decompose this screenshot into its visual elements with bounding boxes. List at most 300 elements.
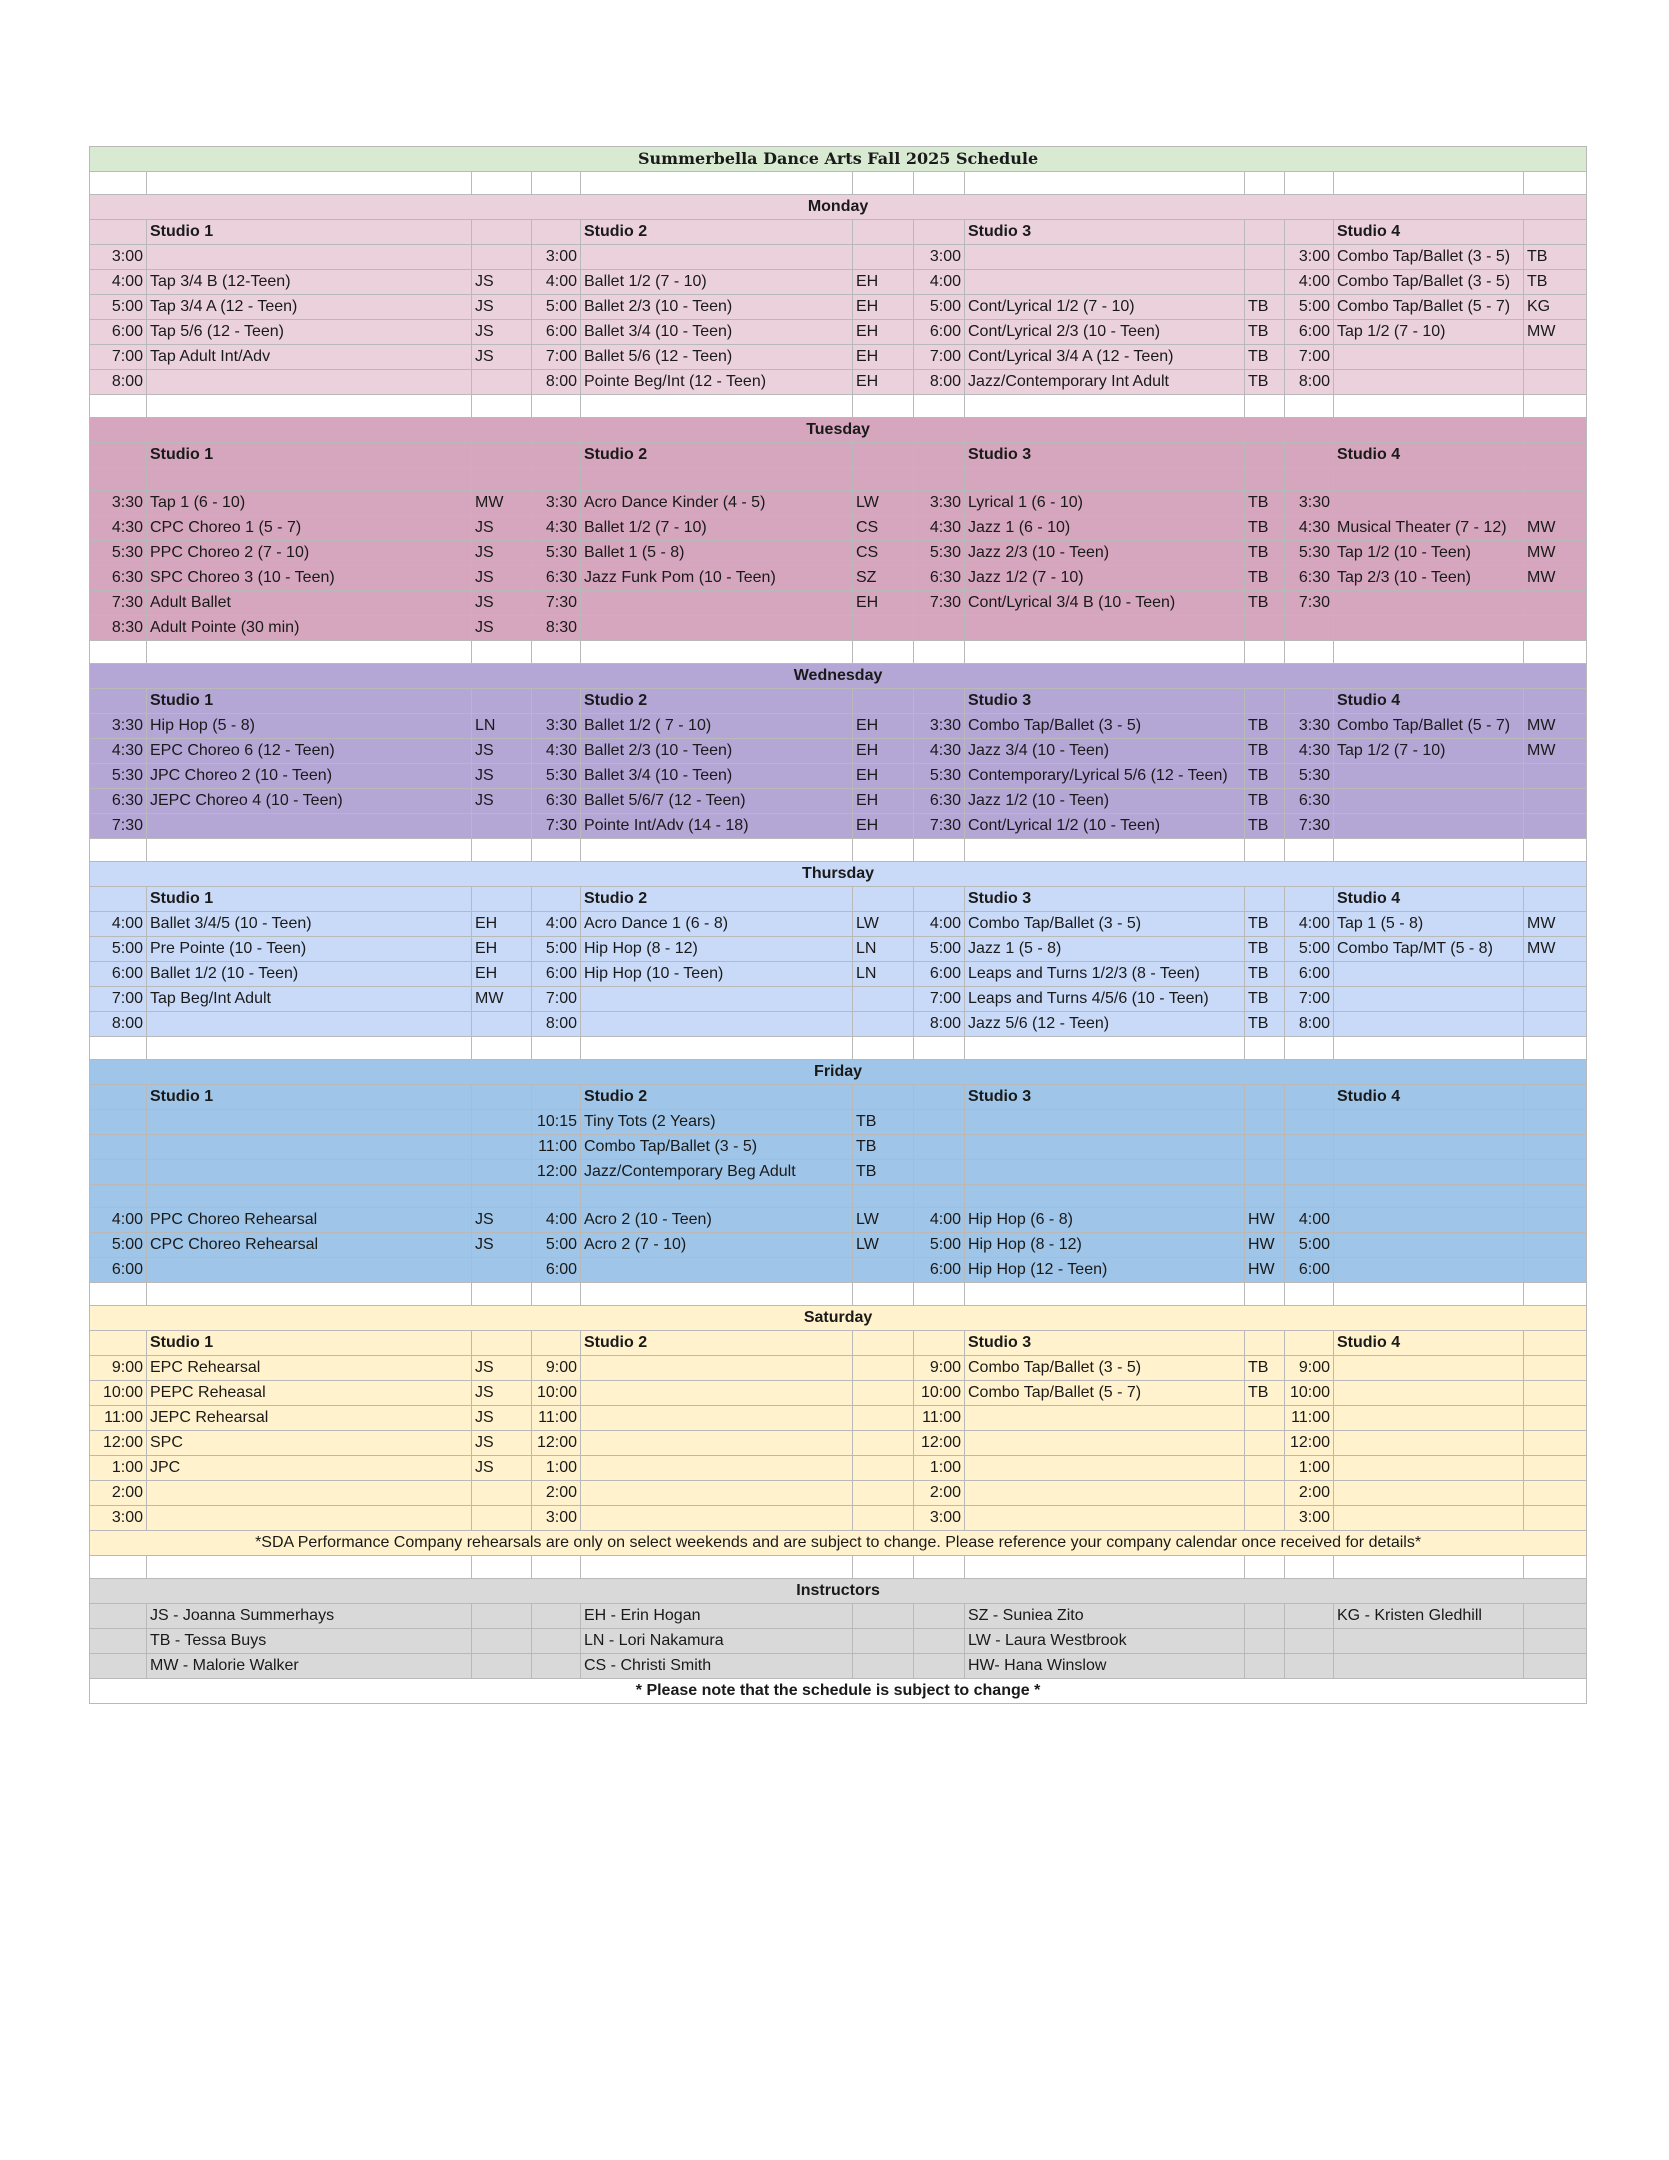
empty-cell xyxy=(532,1556,581,1579)
class-cell xyxy=(1334,962,1524,987)
empty-cell xyxy=(914,1085,965,1110)
instructor-cell xyxy=(1245,1406,1285,1431)
empty-cell xyxy=(532,220,581,245)
class-cell xyxy=(1334,1012,1524,1037)
class-cell: Tap 3/4 A (12 - Teen) xyxy=(147,295,472,320)
spacer-row xyxy=(90,1556,1587,1579)
time-cell: 2:00 xyxy=(914,1481,965,1506)
time-cell: 3:00 xyxy=(1285,245,1334,270)
empty-cell xyxy=(914,172,965,195)
class-cell: Tap 1 (5 - 8) xyxy=(1334,912,1524,937)
time-cell: 4:30 xyxy=(90,739,147,764)
studio-header: Studio 4 xyxy=(1334,1331,1524,1356)
empty-cell xyxy=(90,1283,147,1306)
empty-cell xyxy=(853,1283,914,1306)
time-cell: 4:00 xyxy=(90,270,147,295)
class-cell: Hip Hop (6 - 8) xyxy=(965,1208,1245,1233)
time-cell: 2:00 xyxy=(90,1481,147,1506)
class-cell xyxy=(147,1160,472,1185)
class-cell: Combo Tap/Ballet (3 - 5) xyxy=(581,1135,853,1160)
empty-cell xyxy=(472,220,532,245)
instructor-cell xyxy=(853,616,914,641)
empty-cell xyxy=(1285,1629,1334,1654)
time-cell: 6:30 xyxy=(90,789,147,814)
instructor-cell xyxy=(1245,245,1285,270)
time-cell: 6:30 xyxy=(914,789,965,814)
time-cell: 8:30 xyxy=(532,616,581,641)
class-cell xyxy=(1334,591,1524,616)
schedule-row xyxy=(90,616,1587,641)
time-cell: 12:00 xyxy=(1285,1431,1334,1456)
instructor-cell xyxy=(1524,814,1587,839)
instructor-cell xyxy=(1524,1160,1587,1185)
empty-cell xyxy=(1285,641,1334,664)
empty-cell xyxy=(472,443,532,468)
class-cell: Hip Hop (10 - Teen) xyxy=(581,962,853,987)
instructor-cell: HW xyxy=(1245,1208,1285,1233)
instructor-name: LN - Lori Nakamura xyxy=(581,1629,853,1654)
empty-cell xyxy=(853,1556,914,1579)
class-cell xyxy=(1334,616,1524,641)
studio-header: Studio 2 xyxy=(581,1085,853,1110)
schedule-row xyxy=(90,1233,1587,1258)
spacer-row xyxy=(90,395,1587,418)
instructor-cell: MW xyxy=(472,987,532,1012)
studio-header: Studio 3 xyxy=(965,1331,1245,1356)
time-cell: 1:00 xyxy=(1285,1456,1334,1481)
schedule-row xyxy=(90,912,1587,937)
studio-header: Studio 1 xyxy=(147,887,472,912)
schedule-row xyxy=(90,566,1587,591)
class-cell xyxy=(965,616,1245,641)
instructor-cell xyxy=(1524,1135,1587,1160)
schedule-row xyxy=(90,245,1587,270)
class-cell: Contemporary/Lyrical 5/6 (12 - Teen) xyxy=(965,764,1245,789)
class-cell: Combo Tap/Ballet (5 - 7) xyxy=(1334,295,1524,320)
empty-cell xyxy=(90,839,147,862)
day-heading-saturday: Saturday xyxy=(90,1306,1587,1331)
class-cell: Ballet 3/4 (10 - Teen) xyxy=(581,764,853,789)
schedule-row xyxy=(90,739,1587,764)
empty-cell xyxy=(472,1037,532,1060)
studio-header: Studio 1 xyxy=(147,443,472,468)
class-cell: Ballet 1/2 (7 - 10) xyxy=(581,516,853,541)
class-cell: Leaps and Turns 1/2/3 (8 - Teen) xyxy=(965,962,1245,987)
class-cell xyxy=(147,370,472,395)
empty-cell xyxy=(1285,1604,1334,1629)
time-cell: 3:30 xyxy=(90,714,147,739)
empty-cell xyxy=(90,395,147,418)
class-cell: Tap 5/6 (12 - Teen) xyxy=(147,320,472,345)
time-cell xyxy=(90,1135,147,1160)
class-cell: Tap Beg/Int Adult xyxy=(147,987,472,1012)
day-header-row xyxy=(90,195,1587,220)
class-cell: Pointe Beg/Int (12 - Teen) xyxy=(581,370,853,395)
instructor-cell xyxy=(472,468,532,491)
schedule-row xyxy=(90,1135,1587,1160)
empty-cell xyxy=(472,689,532,714)
class-cell: EPC Choreo 6 (12 - Teen) xyxy=(147,739,472,764)
class-cell xyxy=(581,245,853,270)
time-cell: 7:30 xyxy=(532,814,581,839)
class-cell xyxy=(965,1185,1245,1208)
instructor-cell xyxy=(1524,1233,1587,1258)
instructor-name: JS - Joanna Summerhays xyxy=(147,1604,472,1629)
instructor-cell: MW xyxy=(1524,912,1587,937)
instructor-cell: JS xyxy=(472,270,532,295)
instructor-cell: KG xyxy=(1524,295,1587,320)
empty-cell xyxy=(1524,689,1587,714)
instructor-cell xyxy=(472,1012,532,1037)
empty-cell xyxy=(853,887,914,912)
time-cell: 8:30 xyxy=(90,616,147,641)
day-header-row xyxy=(90,664,1587,689)
empty-cell xyxy=(90,172,147,195)
time-cell: 3:30 xyxy=(90,491,147,516)
class-cell xyxy=(147,1185,472,1208)
time-cell: 9:00 xyxy=(914,1356,965,1381)
studio-header: Studio 3 xyxy=(965,887,1245,912)
schedule-row xyxy=(90,1185,1587,1208)
empty-cell xyxy=(853,1654,914,1679)
instructor-cell: TB xyxy=(1245,370,1285,395)
empty-cell xyxy=(1334,395,1524,418)
note-row xyxy=(90,1531,1587,1556)
class-cell xyxy=(147,245,472,270)
instructor-cell: JS xyxy=(472,295,532,320)
class-cell xyxy=(147,1110,472,1135)
schedule-row xyxy=(90,1110,1587,1135)
empty-cell xyxy=(472,1085,532,1110)
instructor-cell: TB xyxy=(1245,739,1285,764)
empty-cell xyxy=(1334,172,1524,195)
empty-cell xyxy=(147,1283,472,1306)
class-cell xyxy=(965,468,1245,491)
instructor-cell: JS xyxy=(472,1381,532,1406)
class-cell: Combo Tap/Ballet (5 - 7) xyxy=(965,1381,1245,1406)
time-cell: 7:00 xyxy=(90,345,147,370)
empty-cell xyxy=(1524,1037,1587,1060)
time-cell: 11:00 xyxy=(90,1406,147,1431)
empty-cell xyxy=(914,641,965,664)
class-cell xyxy=(147,1481,472,1506)
instructor-cell: EH xyxy=(853,345,914,370)
instructor-cell: JS xyxy=(472,516,532,541)
studio-header: Studio 4 xyxy=(1334,689,1524,714)
class-cell xyxy=(581,1185,853,1208)
class-cell: Cont/Lyrical 3/4 B (10 - Teen) xyxy=(965,591,1245,616)
time-cell: 8:00 xyxy=(914,370,965,395)
instructor-cell: JS xyxy=(472,1356,532,1381)
instructor-name: SZ - Suniea Zito xyxy=(965,1604,1245,1629)
instructor-cell xyxy=(1524,1431,1587,1456)
class-cell: Ballet 1/2 (7 - 10) xyxy=(581,270,853,295)
instructor-cell: JS xyxy=(472,1233,532,1258)
time-cell: 7:00 xyxy=(914,987,965,1012)
time-cell: 5:30 xyxy=(532,764,581,789)
time-cell: 4:00 xyxy=(532,270,581,295)
studio-header-row xyxy=(90,689,1587,714)
class-cell xyxy=(147,1506,472,1531)
time-cell: 4:30 xyxy=(914,739,965,764)
instructor-cell: TB xyxy=(1245,591,1285,616)
instructor-cell: CS xyxy=(853,516,914,541)
instructor-cell xyxy=(472,1110,532,1135)
empty-cell xyxy=(1285,839,1334,862)
time-cell: 6:30 xyxy=(1285,566,1334,591)
instructor-cell: TB xyxy=(1245,491,1285,516)
instructor-cell: JS xyxy=(472,616,532,641)
time-cell: 5:30 xyxy=(90,764,147,789)
time-cell: 4:00 xyxy=(914,912,965,937)
class-cell: Adult Pointe (30 min) xyxy=(147,616,472,641)
instructor-cell: TB xyxy=(1245,912,1285,937)
instructor-cell: TB xyxy=(1245,566,1285,591)
time-cell xyxy=(90,468,147,491)
class-cell xyxy=(581,468,853,491)
empty-cell xyxy=(853,1085,914,1110)
empty-cell xyxy=(581,641,853,664)
instructor-cell: SZ xyxy=(853,566,914,591)
class-cell: Combo Tap/Ballet (3 - 5) xyxy=(965,912,1245,937)
instructor-cell xyxy=(1524,1381,1587,1406)
empty-cell xyxy=(914,887,965,912)
empty-cell xyxy=(914,1654,965,1679)
instructor-cell: EH xyxy=(853,789,914,814)
empty-cell xyxy=(1524,1629,1587,1654)
empty-cell xyxy=(532,641,581,664)
instructor-cell: LW xyxy=(853,1233,914,1258)
empty-cell xyxy=(1245,1654,1285,1679)
time-cell: 4:30 xyxy=(532,739,581,764)
empty-cell xyxy=(532,1331,581,1356)
class-cell: Ballet 3/4 (10 - Teen) xyxy=(581,320,853,345)
class-cell: Jazz/Contemporary Beg Adult xyxy=(581,1160,853,1185)
time-cell: 3:00 xyxy=(914,245,965,270)
instructor-cell: JS xyxy=(472,1406,532,1431)
empty-cell xyxy=(472,1283,532,1306)
instructor-cell: JS xyxy=(472,345,532,370)
empty-cell xyxy=(1285,887,1334,912)
instructor-cell: TB xyxy=(1245,1356,1285,1381)
instructor-cell: EH xyxy=(472,912,532,937)
class-cell: Lyrical 1 (6 - 10) xyxy=(965,491,1245,516)
time-cell: 3:00 xyxy=(914,1506,965,1531)
studio-header-row xyxy=(90,1085,1587,1110)
class-cell xyxy=(581,1481,853,1506)
time-cell xyxy=(914,1160,965,1185)
time-cell: 7:00 xyxy=(90,987,147,1012)
time-cell: 7:30 xyxy=(914,814,965,839)
empty-cell xyxy=(1334,839,1524,862)
class-cell xyxy=(581,1258,853,1283)
class-cell: Cont/Lyrical 1/2 (10 - Teen) xyxy=(965,814,1245,839)
instructor-cell: MW xyxy=(1524,541,1587,566)
time-cell: 4:30 xyxy=(914,516,965,541)
time-cell: 7:00 xyxy=(914,345,965,370)
instructor-cell: EH xyxy=(853,814,914,839)
studio-header: Studio 2 xyxy=(581,689,853,714)
time-cell: 6:00 xyxy=(532,1258,581,1283)
class-cell: Combo Tap/Ballet (3 - 5) xyxy=(1334,270,1524,295)
schedule-row xyxy=(90,764,1587,789)
class-cell: Cont/Lyrical 3/4 A (12 - Teen) xyxy=(965,345,1245,370)
class-cell xyxy=(581,1506,853,1531)
time-cell: 6:00 xyxy=(532,962,581,987)
class-cell xyxy=(1334,1356,1524,1381)
class-cell xyxy=(1334,1110,1524,1135)
instructor-cell: EH xyxy=(853,764,914,789)
empty-cell xyxy=(1285,1654,1334,1679)
instructor-cell: JS xyxy=(472,320,532,345)
empty-cell xyxy=(1245,395,1285,418)
studio-header: Studio 2 xyxy=(581,220,853,245)
class-cell: Ballet 2/3 (10 - Teen) xyxy=(581,295,853,320)
time-cell: 5:00 xyxy=(1285,295,1334,320)
empty-cell xyxy=(581,1556,853,1579)
empty-cell xyxy=(90,1085,147,1110)
day-heading-tuesday: Tuesday xyxy=(90,418,1587,443)
time-cell: 6:30 xyxy=(532,789,581,814)
schedule-sheet xyxy=(89,146,1586,1704)
instructor-cell: TB xyxy=(1245,516,1285,541)
empty-cell xyxy=(90,1629,147,1654)
page-title: Summerbella Dance Arts Fall 2025 Schedule xyxy=(90,147,1587,172)
empty-cell xyxy=(1285,1556,1334,1579)
schedule-row xyxy=(90,1160,1587,1185)
schedule-row xyxy=(90,1456,1587,1481)
instructor-cell xyxy=(1524,1456,1587,1481)
class-cell: SPC Choreo 3 (10 - Teen) xyxy=(147,566,472,591)
time-cell: 7:30 xyxy=(90,591,147,616)
instructor-cell: TB xyxy=(1245,789,1285,814)
class-cell xyxy=(1334,1406,1524,1431)
empty-cell xyxy=(90,1556,147,1579)
class-cell xyxy=(1334,370,1524,395)
instructor-cell xyxy=(1524,1110,1587,1135)
class-cell: JPC xyxy=(147,1456,472,1481)
time-cell: 10:00 xyxy=(90,1381,147,1406)
instructor-cell xyxy=(1245,1456,1285,1481)
instructor-cell xyxy=(1524,468,1587,491)
class-cell: Tap 1 (6 - 10) xyxy=(147,491,472,516)
empty-cell xyxy=(914,1331,965,1356)
time-cell: 8:00 xyxy=(1285,370,1334,395)
class-cell xyxy=(1334,764,1524,789)
class-cell: EPC Rehearsal xyxy=(147,1356,472,1381)
empty-cell xyxy=(1285,220,1334,245)
schedule-row xyxy=(90,987,1587,1012)
class-cell: Acro 2 (10 - Teen) xyxy=(581,1208,853,1233)
empty-cell xyxy=(1524,443,1587,468)
instructor-cell: LN xyxy=(472,714,532,739)
time-cell xyxy=(914,1110,965,1135)
instructor-cell: TB xyxy=(1245,320,1285,345)
time-cell: 4:00 xyxy=(1285,270,1334,295)
empty-cell xyxy=(1245,1283,1285,1306)
class-cell xyxy=(965,245,1245,270)
schedule-row xyxy=(90,1506,1587,1531)
schedule-row xyxy=(90,1356,1587,1381)
instructors-header-row xyxy=(90,1579,1587,1604)
empty-cell xyxy=(472,1556,532,1579)
class-cell: Musical Theater (7 - 12) xyxy=(1334,516,1524,541)
empty-cell xyxy=(1524,887,1587,912)
instructor-cell xyxy=(1524,370,1587,395)
empty-cell xyxy=(90,641,147,664)
schedule-row xyxy=(90,1481,1587,1506)
empty-cell xyxy=(532,1629,581,1654)
studio-header: Studio 4 xyxy=(1334,887,1524,912)
instructor-row xyxy=(90,1629,1587,1654)
studio-header: Studio 2 xyxy=(581,1331,853,1356)
empty-cell xyxy=(1245,641,1285,664)
instructor-cell xyxy=(1524,345,1587,370)
time-cell: 5:00 xyxy=(914,937,965,962)
class-cell xyxy=(1334,1381,1524,1406)
empty-cell xyxy=(914,1283,965,1306)
instructor-cell xyxy=(1245,616,1285,641)
class-cell xyxy=(965,1406,1245,1431)
empty-cell xyxy=(914,395,965,418)
day-heading-wednesday: Wednesday xyxy=(90,664,1587,689)
studio-header-row xyxy=(90,887,1587,912)
class-cell: Combo Tap/MT (5 - 8) xyxy=(1334,937,1524,962)
class-cell: Jazz/Contemporary Int Adult xyxy=(965,370,1245,395)
empty-cell xyxy=(965,1556,1245,1579)
empty-cell xyxy=(1245,1037,1285,1060)
empty-cell xyxy=(472,1629,532,1654)
class-cell xyxy=(1334,1481,1524,1506)
instructor-cell xyxy=(1245,270,1285,295)
instructor-cell xyxy=(1524,1506,1587,1531)
schedule-row xyxy=(90,345,1587,370)
class-cell: Adult Ballet xyxy=(147,591,472,616)
class-cell xyxy=(581,616,853,641)
instructor-cell xyxy=(472,370,532,395)
empty-cell xyxy=(472,1654,532,1679)
empty-cell xyxy=(1245,172,1285,195)
instructor-row xyxy=(90,1604,1587,1629)
instructor-cell: TB xyxy=(1245,345,1285,370)
time-cell: 8:00 xyxy=(90,370,147,395)
schedule-row xyxy=(90,1406,1587,1431)
instructor-cell: EH xyxy=(853,320,914,345)
instructor-cell: TB xyxy=(853,1110,914,1135)
time-cell: 8:00 xyxy=(1285,1012,1334,1037)
time-cell: 3:30 xyxy=(1285,714,1334,739)
class-cell: Hip Hop (8 - 12) xyxy=(965,1233,1245,1258)
schedule-row xyxy=(90,320,1587,345)
class-cell: Acro Dance 1 (6 - 8) xyxy=(581,912,853,937)
rehearsal-note: *SDA Performance Company rehearsals are only on select weekends and are subject to change. Please reference your company calendar once received for details* xyxy=(90,1531,1587,1556)
instructor-cell: TB xyxy=(1245,1381,1285,1406)
class-cell: Jazz 1 (5 - 8) xyxy=(965,937,1245,962)
schedule-row xyxy=(90,1381,1587,1406)
class-cell: Hip Hop (5 - 8) xyxy=(147,714,472,739)
instructor-cell xyxy=(1524,789,1587,814)
class-cell: PPC Choreo 2 (7 - 10) xyxy=(147,541,472,566)
instructor-cell xyxy=(853,468,914,491)
class-cell xyxy=(965,1506,1245,1531)
instructor-cell: LN xyxy=(853,937,914,962)
time-cell: 5:30 xyxy=(90,541,147,566)
instructor-name: EH - Erin Hogan xyxy=(581,1604,853,1629)
schedule-row xyxy=(90,714,1587,739)
spacer-row xyxy=(90,1283,1587,1306)
empty-cell xyxy=(581,172,853,195)
class-cell: Ballet 1 (5 - 8) xyxy=(581,541,853,566)
